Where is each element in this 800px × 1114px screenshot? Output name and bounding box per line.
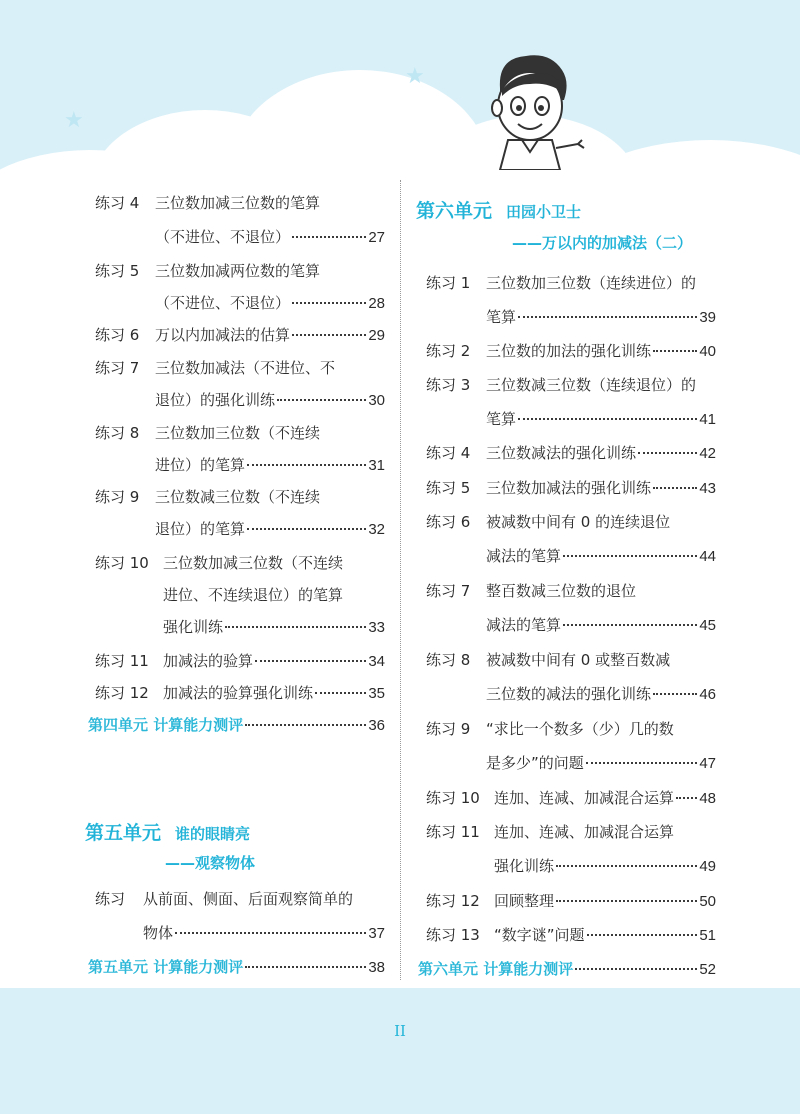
- page-number: 44: [699, 548, 716, 565]
- toc-entry-line[interactable]: （不进位、不退位） 27: [155, 228, 385, 246]
- page-number: 31: [368, 457, 385, 474]
- page-number: 43: [699, 480, 716, 497]
- leader-dots: [575, 968, 697, 970]
- unit6-test-entry[interactable]: 第六单元 计算能力测评 52: [418, 960, 716, 978]
- leader-dots: [292, 334, 366, 336]
- page-number: 51: [699, 927, 716, 944]
- toc-entry-line[interactable]: 物体 37: [143, 924, 385, 942]
- page-number: 38: [368, 959, 385, 976]
- unit5-heading: [85, 818, 385, 845]
- toc-entry[interactable]: 练习 12 加减法的验算强化训练 35: [95, 684, 385, 702]
- toc-entry-line[interactable]: 减法的笔算 44: [486, 547, 716, 565]
- toc-entry[interactable]: 练习 1 三位数加三位数（连续进位）的: [426, 274, 697, 292]
- toc-entry[interactable]: 练习 4 三位数减法的强化训练 42: [426, 444, 716, 462]
- toc-entry-line[interactable]: 退位）的笔算 32: [155, 520, 385, 538]
- unit6-subtitle: ——万以内的加减法（二）: [512, 234, 693, 252]
- star-outline-icon: ☆: [342, 92, 360, 116]
- toc-entry-line[interactable]: 强化训练 49: [494, 857, 716, 875]
- page-number: 28: [368, 295, 385, 312]
- toc-entry[interactable]: 练习 13 “数字谜”问题 51: [426, 926, 716, 944]
- toc-entry-line[interactable]: 退位）的强化训练 30: [155, 391, 385, 409]
- leader-dots: [556, 900, 697, 902]
- column-divider: [400, 180, 401, 980]
- toc-entry[interactable]: 练习 7 三位数加减法（不进位、不: [95, 359, 336, 377]
- toc-entry-line[interactable]: 笔算 41: [486, 410, 716, 428]
- page-number: 49: [699, 858, 716, 875]
- leader-dots: [556, 865, 697, 867]
- boy-mascot-illustration: [478, 48, 588, 170]
- footer-page-number: II: [394, 1022, 406, 1040]
- page-number: 52: [699, 961, 716, 978]
- leader-dots: [563, 555, 697, 557]
- leader-dots: [653, 350, 697, 352]
- leader-dots: [518, 316, 697, 318]
- leader-dots: [245, 966, 366, 968]
- page-number: 42: [699, 445, 716, 462]
- page-number: 37: [368, 925, 385, 942]
- toc-entry[interactable]: 练习 8 被减数中间有 0 或整百数减: [426, 651, 671, 669]
- leader-dots: [586, 762, 698, 764]
- toc-entry[interactable]: 练习 9 三位数减三位数（不连续: [95, 488, 321, 506]
- leader-dots: [653, 693, 697, 695]
- leader-dots: [587, 934, 698, 936]
- footer-band: [0, 988, 800, 1114]
- leader-dots: [247, 528, 366, 530]
- leader-dots: [315, 692, 366, 694]
- toc-entry[interactable]: 练习 5 三位数加减两位数的笔算: [95, 262, 321, 280]
- leader-dots: [653, 487, 697, 489]
- unit6-heading: [416, 196, 716, 223]
- unit4-test-entry[interactable]: 第四单元 计算能力测评 36: [88, 716, 385, 734]
- page-number: 47: [699, 755, 716, 772]
- toc-entry[interactable]: 练习 11 连加、连减、加减混合运算: [426, 823, 675, 841]
- toc-entry[interactable]: 练习 3 三位数减三位数（连续退位）的: [426, 376, 697, 394]
- toc-entry[interactable]: 练习 11 加减法的验算 34: [95, 652, 385, 670]
- toc-entry-line[interactable]: 进位）的笔算 31: [155, 456, 385, 474]
- toc-entry[interactable]: 练习 6 万以内加减法的估算 29: [95, 326, 385, 344]
- page-number: 32: [368, 521, 385, 538]
- page-number: 45: [699, 617, 716, 634]
- leader-dots: [638, 452, 697, 454]
- leader-dots: [676, 797, 697, 799]
- page-number: 41: [699, 411, 716, 428]
- leader-dots: [255, 660, 366, 662]
- page-number: 46: [699, 686, 716, 703]
- leader-dots: [292, 302, 366, 304]
- unit5-test-entry[interactable]: 第五单元 计算能力测评 38: [88, 958, 385, 976]
- toc-entry[interactable]: 练习 6 被减数中间有 0 的连续退位: [426, 513, 671, 531]
- star-icon: ★: [64, 108, 84, 133]
- toc-entry[interactable]: 练习 从前面、侧面、后面观察简单的: [95, 890, 354, 908]
- leader-dots: [277, 399, 366, 401]
- toc-entry-line[interactable]: 笔算 39: [486, 308, 716, 326]
- leader-dots: [225, 626, 366, 628]
- toc-entry[interactable]: 练习 12 回顾整理 50: [426, 892, 716, 910]
- page-number: 30: [368, 392, 385, 409]
- unit5-title: 第五单元: [85, 822, 162, 844]
- unit5-subtitle: ——观察物体: [165, 854, 256, 872]
- page-number: 48: [699, 790, 716, 807]
- toc-entry-line[interactable]: （不进位、不退位） 28: [155, 294, 385, 312]
- page-number: 29: [368, 327, 385, 344]
- toc-entry[interactable]: 练习 4 三位数加减三位数的笔算: [95, 194, 321, 212]
- toc-entry-line[interactable]: 减法的笔算 45: [486, 616, 716, 634]
- star-icon: ★: [405, 64, 425, 89]
- unit5-name: 谁的眼睛亮: [175, 825, 251, 843]
- leader-dots: [292, 236, 366, 238]
- leader-dots: [245, 724, 366, 726]
- page-number: 34: [368, 653, 385, 670]
- page-number: 33: [368, 619, 385, 636]
- page-number: 36: [368, 717, 385, 734]
- page-number: 50: [699, 893, 716, 910]
- toc-entry-line[interactable]: 三位数的减法的强化训练 46: [486, 685, 716, 703]
- page-number: 35: [368, 685, 385, 702]
- unit6-name: 田园小卫士: [506, 203, 582, 221]
- page-number: 27: [368, 229, 385, 246]
- leader-dots: [175, 932, 366, 934]
- toc-entry[interactable]: 练习 9 “求比一个数多（少）几的数: [426, 720, 674, 738]
- toc-entry[interactable]: 练习 2 三位数的加法的强化训练 40: [426, 342, 716, 360]
- leader-dots: [518, 418, 697, 420]
- toc-entry[interactable]: 练习 10 三位数加减三位数（不连续: [95, 554, 344, 572]
- leader-dots: [247, 464, 366, 466]
- toc-entry[interactable]: 练习 10 连加、连减、加减混合运算 48: [426, 789, 716, 807]
- toc-entry-line[interactable]: 强化训练 33: [163, 618, 385, 636]
- toc-entry[interactable]: 练习 7 整百数减三位数的退位: [426, 582, 637, 600]
- unit6-title: 第六单元: [416, 200, 493, 222]
- toc-entry[interactable]: 练习 8 三位数加三位数（不连续: [95, 424, 321, 442]
- toc-entry-line[interactable]: 是多少”的问题 47: [486, 754, 716, 772]
- page-number: 39: [699, 309, 716, 326]
- page-number: 40: [699, 343, 716, 360]
- toc-entry-line[interactable]: 进位、不连续退位）的笔算: [163, 586, 344, 604]
- leader-dots: [563, 624, 697, 626]
- toc-entry[interactable]: 练习 5 三位数加减法的强化训练 43: [426, 479, 716, 497]
